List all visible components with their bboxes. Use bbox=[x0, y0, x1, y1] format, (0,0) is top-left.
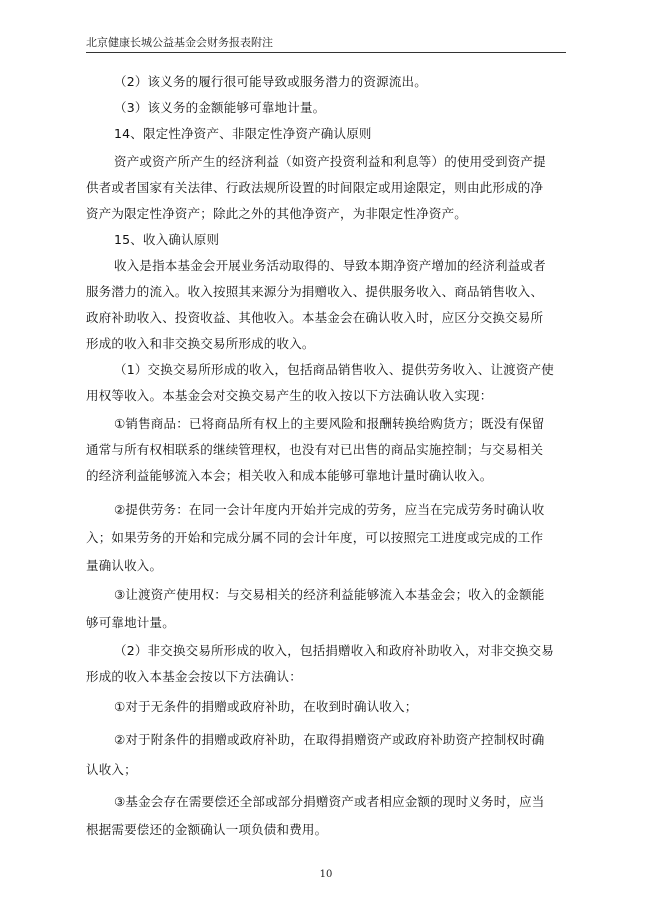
text-line: ②对于附条件的捐赠或政府补助，在取得捐赠资产或政府补助资产控制权时确 bbox=[114, 732, 545, 747]
header-divider bbox=[86, 52, 566, 53]
text-line: 形成的收入和非交换交易所形成的收入。 bbox=[86, 336, 315, 351]
text-line: 通常与所有权相联系的继续管理权，也没有对已出售的商品实施控制；与交易相关 bbox=[86, 442, 544, 457]
text-line: 供者或者国家有关法律、行政法规所设置的时间限定或用途限定，则由此形成的净 bbox=[86, 180, 544, 195]
text-line: 量确认收入。 bbox=[86, 558, 163, 573]
text-line: （3）该义务的金额能够可靠地计量。 bbox=[114, 100, 326, 115]
text-line: 资产或资产所产生的经济利益（如资产投资利益和利息等）的使用受到资产提 bbox=[114, 154, 546, 169]
text-line: 政府补助收入、投资收益、其他收入。本基金会在确认收入时，应区分交换交易所 bbox=[86, 310, 544, 325]
page-number: 10 bbox=[319, 869, 333, 880]
text-line: （2）非交换交易所形成的收入，包括捐赠收入和政府补助收入，对非交换交易 bbox=[114, 643, 554, 658]
text-line: 资产为限定性净资产；除此之外的其他净资产，为非限定性净资产。 bbox=[86, 206, 468, 221]
text-line: 的经济利益能够流入本会；相关收入和成本能够可靠地计量时确认收入。 bbox=[86, 468, 493, 483]
text-line: ①销售商品：已将商品所有权上的主要风险和报酬转换给购货方；既没有保留 bbox=[114, 416, 545, 431]
text-line: 够可靠地计量。 bbox=[86, 615, 175, 630]
text-line: 入；如果劳务的开始和完成分属不同的会计年度，可以按照完工进度或完成的工作 bbox=[86, 530, 544, 545]
text-line: （1）交换交易所形成的收入，包括商品销售收入、提供劳务收入、让渡资产使 bbox=[114, 362, 554, 377]
section-heading: 14、限定性净资产、非限定性净资产确认原则 bbox=[114, 126, 372, 141]
text-line: ②提供劳务：在同一会计年度内开始并完成的劳务，应当在完成劳务时确认收 bbox=[114, 502, 545, 517]
text-line: 用权等收入。本基金会对交换交易产生的收入按以下方法确认收入实现： bbox=[86, 388, 493, 403]
text-line: ③基金会存在需要偿还全部或部分捐赠资产或者相应金额的现时义务时，应当 bbox=[114, 794, 545, 809]
text-line: 根据需要偿还的金额确认一项负债和费用。 bbox=[86, 822, 328, 837]
text-line: ③让渡资产使用权：与交易相关的经济利益能够流入本基金会；收入的金额能 bbox=[114, 587, 545, 602]
section-heading: 15、收入确认原则 bbox=[114, 232, 220, 247]
text-line: 服务潜力的流入。收入按照其来源分为捐赠收入、提供服务收入、商品销售收入、 bbox=[86, 284, 544, 299]
text-line: 收入是指本基金会开展业务活动取得的、导致本期净资产增加的经济利益或者 bbox=[114, 258, 546, 273]
text-line: ①对于无条件的捐赠或政府补助，在收到时确认收入； bbox=[114, 699, 418, 714]
page-header-title: 北京健康长城公益基金会财务报表附注 bbox=[86, 36, 273, 49]
text-line: （2）该义务的履行很可能导致或服务潜力的资源流出。 bbox=[114, 74, 427, 89]
text-line: 形成的收入本基金会按以下方法确认： bbox=[86, 669, 302, 684]
text-line: 认收入； bbox=[86, 762, 137, 777]
